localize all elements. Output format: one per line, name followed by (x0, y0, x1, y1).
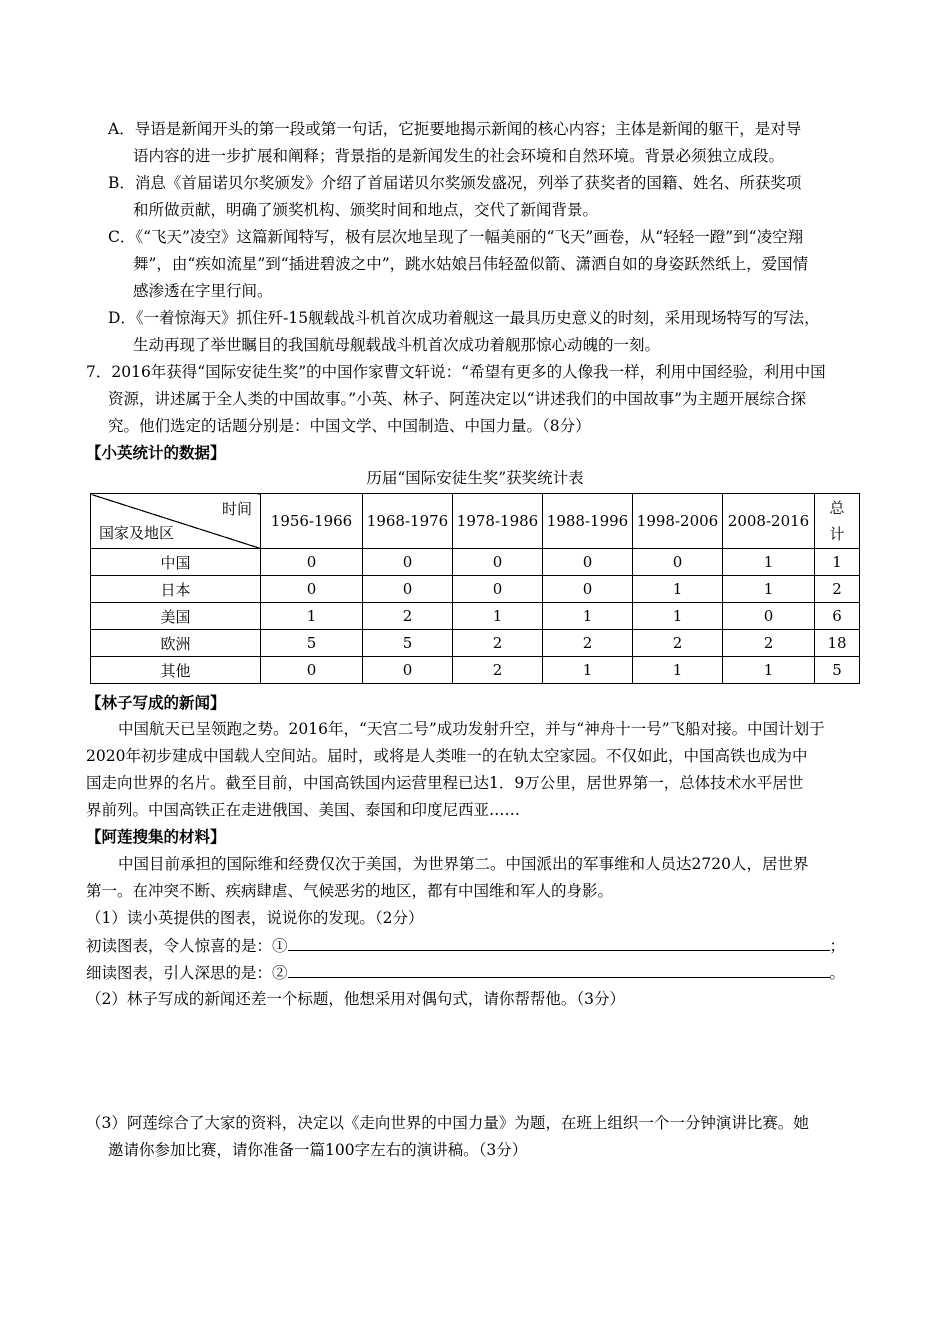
region-cell: 美国 (91, 603, 261, 630)
option-b-line2: 和所做贡献，明确了颁奖机构、颁奖时间和地点，交代了新闻背景。 (133, 201, 599, 219)
value-cell: 0 (261, 657, 363, 684)
section-alian-title: 【阿莲搜集的材料】 (86, 827, 226, 846)
value-cell: 1 (261, 603, 363, 630)
corner-region-label: 国家及地区 (99, 524, 175, 542)
table-row (91, 549, 860, 576)
corner-time-label: 时间 (221, 500, 252, 518)
value-cell: 1 (543, 657, 633, 684)
material-line1: 中国目前承担的国际维和经费仅次于美国，为世界第二。中国派出的军事维和人员达2720人，居世界 (118, 855, 809, 873)
region-cell: 日本 (91, 576, 261, 603)
column-header: 1998-2006 (633, 494, 723, 549)
value-cell: 2 (453, 630, 543, 657)
q1b-end: 。 (829, 964, 846, 982)
q1b-answer-blank[interactable] (288, 961, 830, 978)
option-d-line1: D．《一着惊海天》抓住歼-15舰载战斗机首次成功着舰这一最具历史意义的时刻，采用现场特写的写法， (108, 309, 820, 327)
value-cell: 0 (261, 576, 363, 603)
total-header-bottom: 计 (829, 525, 845, 543)
q3-line1: （3）阿莲综合了大家的资料，决定以《走向世界的中国力量》为题，在班上组织一个一分钟演讲比赛。她 (86, 1114, 809, 1132)
option-a-line2: 语内容的进一步扩展和阐释；背景指的是新闻发生的社会环境和自然环境。背景必须独立成段。 (133, 147, 785, 165)
q1b-label: 细读图表，引人深思的是：② (86, 964, 288, 982)
q1a-label: 初读图表，令人惊喜的是：① (86, 937, 288, 955)
value-cell: 0 (453, 549, 543, 576)
value-cell: 0 (723, 603, 815, 630)
q1-text: （1）读小英提供的图表，说说你的发现。（2分） (86, 909, 424, 927)
total-cell: 18 (815, 630, 860, 657)
option-d-line2: 生动再现了举世瞩目的我国航母舰载战斗机首次成功着舰那惊心动魄的一刻。 (133, 336, 661, 354)
table-row (91, 630, 860, 657)
total-cell: 2 (815, 576, 860, 603)
value-cell: 1 (723, 549, 815, 576)
region-cell: 欧洲 (91, 630, 261, 657)
section-linzi-title: 【林子写成的新闻】 (86, 693, 226, 712)
award-stats-table (90, 493, 860, 684)
value-cell: 0 (543, 549, 633, 576)
option-a-line1: A．导语是新闻开头的第一段或第一句话，它扼要地揭示新闻的核心内容；主体是新闻的躯干，是对导 (108, 120, 802, 138)
table-row (91, 603, 860, 630)
total-header (815, 494, 860, 549)
news-line1: 中国航天已呈领跑之势。2016年，“天宫二号”成功发射升空，并与“神舟十一号”飞船对接。中国计划于 (118, 720, 825, 738)
q1a-row (86, 934, 845, 957)
option-c-line1: C．《“飞天”凌空》这篇新闻特写，极有层次地呈现了一幅美丽的“飞天”画卷，从“轻轻一蹬”到“凌空翔 (108, 228, 804, 246)
table-caption: 历届“国际安徒生奖”获奖统计表 (366, 469, 584, 487)
q1b-row (86, 961, 845, 984)
column-header: 1988-1996 (543, 494, 633, 549)
total-cell: 5 (815, 657, 860, 684)
value-cell: 1 (543, 603, 633, 630)
news-line4: 界前列。中国高铁正在走进俄国、美国、泰国和印度尼西亚…… (86, 801, 521, 819)
value-cell: 2 (723, 630, 815, 657)
table-row (91, 576, 860, 603)
section-xiaoying-title: 【小英统计的数据】 (86, 443, 226, 462)
total-header-top: 总 (829, 499, 845, 517)
value-cell: 2 (453, 657, 543, 684)
news-line3: 国走向世界的名片。截至目前，中国高铁国内运营里程已达1．9万公里，居世界第一，总体技术水平居世 (86, 774, 804, 792)
option-c-line3: 感渗透在字里行间。 (133, 282, 273, 300)
value-cell: 0 (363, 576, 453, 603)
value-cell: 1 (633, 576, 723, 603)
value-cell: 2 (363, 603, 453, 630)
option-b-line1: B．消息《首届诺贝尔奖颁发》介绍了首届诺贝尔奖颁发盛况，列举了获奖者的国籍、姓名、所获奖项 (108, 174, 802, 192)
value-cell: 0 (633, 549, 723, 576)
value-cell: 2 (543, 630, 633, 657)
table-row (91, 657, 860, 684)
column-header: 2008-2016 (723, 494, 815, 549)
value-cell: 5 (363, 630, 453, 657)
q2-text: （2）林子写成的新闻还差一个标题，他想采用对偶句式，请你帮帮他。（3分） (86, 990, 625, 1008)
q7-line2: 资源，讲述属于全人类的中国故事。”小英、林子、阿莲决定以“讲述我们的中国故事”为主题开展综合探 (108, 390, 807, 408)
value-cell: 0 (363, 549, 453, 576)
q7-line3: 究。他们选定的话题分别是：中国文学、中国制造、中国力量。（8分） (108, 417, 591, 435)
column-header: 1956-1966 (261, 494, 363, 549)
value-cell: 1 (633, 657, 723, 684)
value-cell: 0 (543, 576, 633, 603)
value-cell: 5 (261, 630, 363, 657)
total-cell: 6 (815, 603, 860, 630)
total-cell: 1 (815, 549, 860, 576)
q7-line1: 7．2016年获得“国际安徒生奖”的中国作家曹文轩说：“希望有更多的人像我一样，利用中国经验，利用中国 (86, 363, 826, 381)
table-header-row (91, 494, 860, 549)
q3-line2: 邀请你参加比赛，请你准备一篇100字左右的演讲稿。（3分） (108, 1141, 528, 1159)
table-corner-cell (91, 494, 261, 549)
column-header: 1978-1986 (453, 494, 543, 549)
value-cell: 1 (723, 576, 815, 603)
q1a-end: ； (829, 937, 846, 955)
value-cell: 0 (453, 576, 543, 603)
q1a-answer-blank[interactable] (288, 934, 830, 951)
value-cell: 2 (633, 630, 723, 657)
value-cell: 1 (723, 657, 815, 684)
value-cell: 0 (363, 657, 453, 684)
column-header: 1968-1976 (363, 494, 453, 549)
value-cell: 0 (261, 549, 363, 576)
region-cell: 其他 (91, 657, 261, 684)
material-line2: 第一。在冲突不断、疾病肆虐、气候恶劣的地区，都有中国维和军人的身影。 (86, 882, 614, 900)
option-c-line2: 舞”，由“疾如流星”到“插进碧波之中”，跳水姑娘吕伟轻盈似箭、潇洒自如的身姿跃然纸上，爱国情 (133, 255, 809, 273)
value-cell: 1 (633, 603, 723, 630)
value-cell: 1 (453, 603, 543, 630)
news-line2: 2020年初步建成中国载人空间站。届时，或将是人类唯一的在轨太空家园。不仅如此，中国高铁也成为中 (86, 747, 808, 765)
region-cell: 中国 (91, 549, 261, 576)
